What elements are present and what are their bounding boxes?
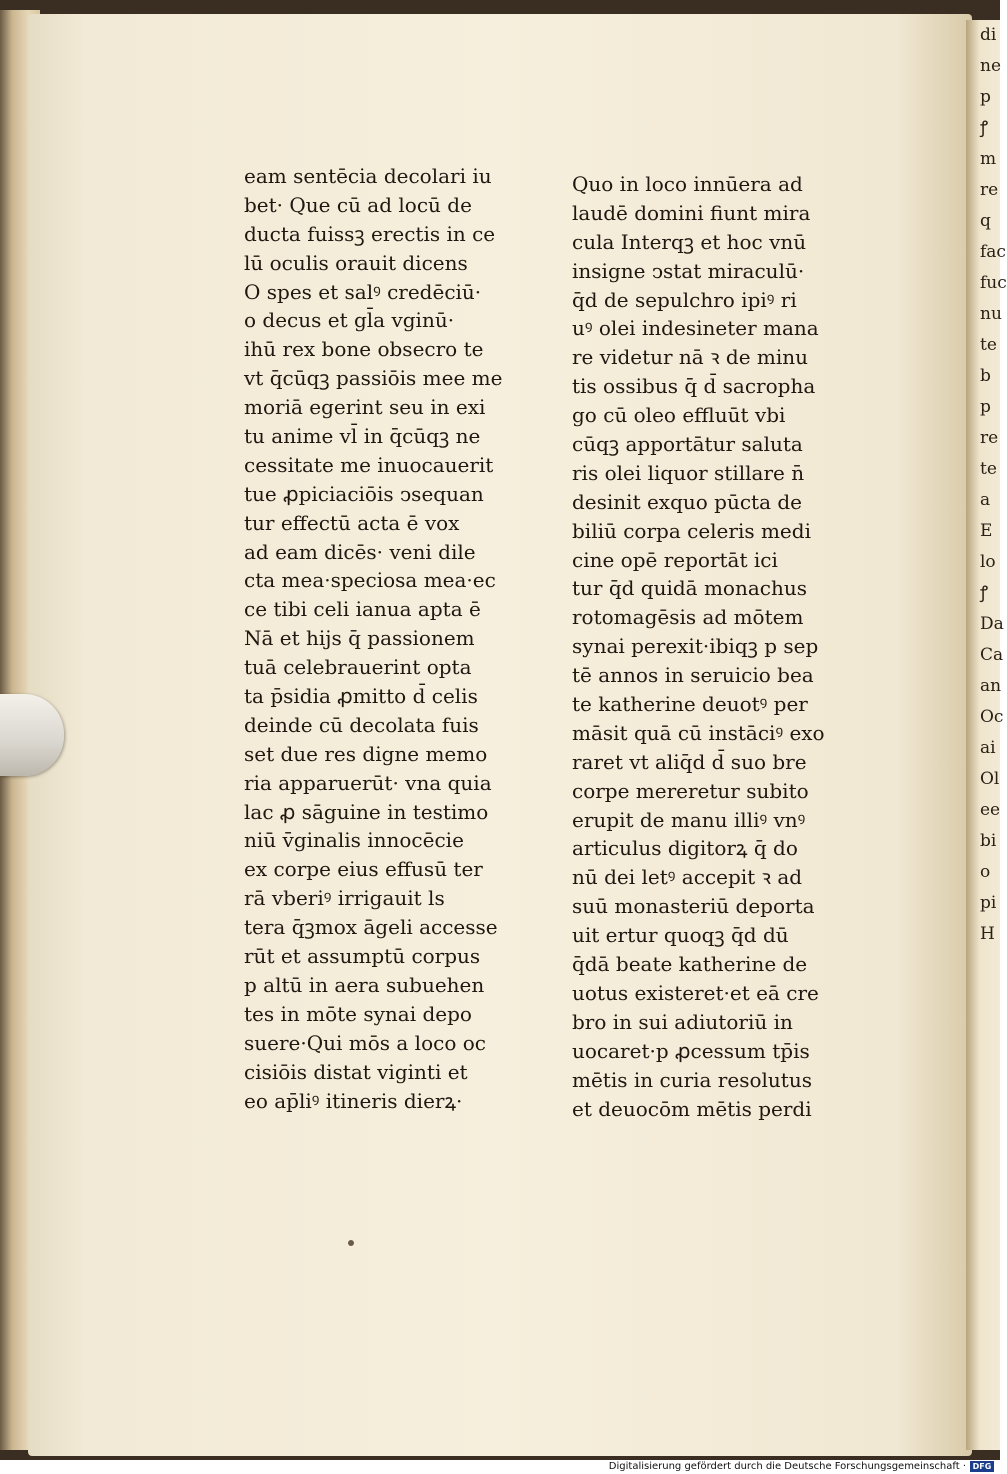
text-line: raret vt aliq̄d d̄ suo bre: [572, 749, 807, 774]
facing-page-line: a: [980, 490, 991, 510]
text-line: uꝰ olei indesineter mana: [572, 316, 819, 341]
text-line: tera q̄ꝫmox āgeli accesse: [244, 915, 498, 940]
text-line: tuā celebrauerint opta: [244, 655, 472, 680]
text-line: synai perexit·ibiqꝫ p sep: [572, 634, 819, 659]
text-line: uotus existeret·et eā cre: [572, 980, 819, 1005]
facing-page-line: lo: [980, 552, 996, 572]
text-line: q̄dā beate katherine de: [572, 952, 808, 977]
text-line: uit ertur quoqꝫ q̄d dū: [572, 923, 789, 948]
facing-page-line: re: [980, 428, 999, 448]
facing-page-line: te: [980, 459, 997, 479]
facing-page-line: b: [980, 366, 991, 386]
facing-page-line: di: [980, 25, 997, 45]
text-column-right: [572, 170, 890, 1123]
text-line: tis ossibus q̄ d̄ sacropha: [572, 374, 816, 399]
text-line: ad eam dicēs· veni dile: [244, 539, 476, 564]
text-line: tes in mōte synai depo: [244, 1001, 472, 1026]
text-line: cessitate me inuocauerit: [244, 452, 494, 477]
text-line: uocaret·p ꝓcessum tp̄is: [572, 1038, 810, 1063]
facing-page-line: Ol: [980, 769, 1000, 789]
text-line: rā vberiꝰ irrigauit ls: [244, 886, 445, 911]
facing-page-line: te: [980, 335, 997, 355]
text-line: bet· Que cū ad locū de: [244, 192, 472, 217]
text-line: et deuocōm mētis perdi: [572, 1096, 812, 1121]
text-line: tē annos in seruicio bea: [572, 663, 814, 688]
text-line: suere·Qui mōs a loco oc: [244, 1030, 486, 1055]
ink-speck: [348, 1240, 354, 1246]
facing-page-line: re: [980, 180, 999, 200]
text-line: eam sentēcia decolari iu: [244, 164, 492, 188]
text-line: articulus digitorꝝ q̄ do: [572, 836, 798, 861]
text-line: q̄d de sepulchro ipiꝰ ri: [572, 287, 797, 312]
facing-page-line: m: [980, 149, 997, 169]
text-line: cisiōis distat viginti et: [244, 1059, 468, 1084]
facing-page-line: ꝭ: [980, 118, 989, 138]
text-line: Nā et hijs q̄ passionem: [244, 626, 475, 651]
text-line: tur effectū acta ē vox: [244, 510, 460, 535]
text-line: erupit de manu illiꝰ vnꝰ: [572, 807, 806, 832]
facing-page-line: q: [980, 211, 991, 231]
text-line: te katherine deuotꝰ per: [572, 692, 808, 717]
facing-page-line: pi: [980, 893, 997, 913]
text-line: cula Interqꝫ et hoc vnū: [572, 229, 807, 254]
facing-page-line: fuc: [980, 273, 1007, 293]
text-line: cine opē reportāt ici: [572, 547, 778, 572]
text-line: biliū corpa celeris medi: [572, 518, 811, 543]
facing-page-line: ee: [980, 800, 1001, 820]
text-line: O spes et salꝰ credēciū·: [244, 279, 482, 304]
facing-page-line: nu: [980, 304, 1002, 324]
dfg-logo: DFG: [970, 1461, 994, 1472]
facing-page-line: o: [980, 862, 991, 882]
text-line: moriā egerint seu in exi: [244, 395, 486, 420]
text-line: cta mea·speciosa mea·ec: [244, 568, 496, 593]
text-line: ta p̄sidia ꝓmitto d̄ celis: [244, 684, 478, 709]
facing-page-line: ne: [980, 56, 1002, 76]
facing-page-line: p: [980, 397, 991, 417]
text-column-left: [244, 162, 562, 1115]
facing-page-line: ꝭ: [980, 583, 989, 603]
text-line: re videtur nā ꝛ de minu: [572, 345, 809, 370]
footer-credit: Digitalisierung gefördert durch die Deutsche Forschungsgemeinschaft ·: [608, 1461, 966, 1472]
facing-page-line: ai: [980, 738, 996, 758]
text-line: bro in sui adiutoriū in: [572, 1009, 793, 1034]
text-line: laudē domini fiunt mira: [572, 200, 811, 225]
text-line: cūqꝫ apportātur saluta: [572, 432, 803, 457]
facing-page-fragment: [966, 20, 1007, 1450]
facing-page-line: E: [980, 521, 993, 541]
facing-page-line: fac: [980, 242, 1006, 262]
text-line: tur q̄d quidā monachus: [572, 576, 807, 601]
text-line: desinit exquo pūcta de: [572, 489, 803, 514]
text-line: set due res digne memo: [244, 741, 488, 766]
text-line: tue ꝓpiciaciōis ↄsequan: [244, 481, 484, 506]
text-line: ihū rex bone obsecro te: [244, 337, 484, 362]
text-line: māsit quā cū instāciꝰ exo: [572, 720, 825, 745]
text-line: eo ap̄liꝰ itineris dierꝝ·: [244, 1088, 463, 1113]
facing-page-line: an: [980, 676, 1002, 696]
text-line: go cū oleo effluūt vbi: [572, 403, 786, 428]
facing-page-line: H: [980, 924, 995, 944]
text-line: rūt et assumptū corpus: [244, 944, 481, 969]
facing-page-line: Da: [980, 614, 1004, 634]
text-line: o decus et gl̄a vginū·: [244, 308, 455, 333]
text-line: lac ꝓ sāguine in testimo: [244, 799, 489, 824]
facing-page-line: Ca: [980, 645, 1004, 665]
text-line: Quo in loco innūera ad: [572, 172, 803, 196]
text-line: vt q̄cūqꝫ passiōis mee me: [244, 366, 503, 391]
text-line: corpe mereretur subito: [572, 778, 809, 803]
text-line: p altū in aera subuehen: [244, 972, 485, 997]
text-line: niū v̄ginalis innocēcie: [244, 828, 464, 853]
footer-bar: [0, 1460, 1000, 1474]
facing-page-line: Oc: [980, 707, 1004, 727]
text-line: rotomagēsis ad mōtem: [572, 605, 804, 630]
text-line: deinde cū decolata fuis: [244, 712, 479, 737]
facing-page-line: bi: [980, 831, 997, 851]
text-line: suū monasteriū deporta: [572, 894, 815, 919]
text-line: insigne ↄstat miraculū·: [572, 258, 805, 283]
facing-page-line: p: [980, 87, 991, 107]
text-line: ex corpe eius effusū ter: [244, 857, 483, 882]
text-line: ris olei liquor stillare n̄: [572, 460, 805, 485]
text-line: nū dei letꝰ accepit ꝛ ad: [572, 865, 803, 890]
text-line: tu anime vl̄ in q̄cūqꝫ ne: [244, 424, 481, 449]
text-line: ria apparuerūt· vna quia: [244, 770, 492, 795]
text-line: lū oculis orauit dicens: [244, 250, 468, 275]
text-line: mētis in curia resolutus: [572, 1067, 812, 1092]
text-line: ce tibi celi ianua apta ē: [244, 597, 481, 622]
text-line: ducta fuissꝫ erectis in ce: [244, 221, 496, 246]
